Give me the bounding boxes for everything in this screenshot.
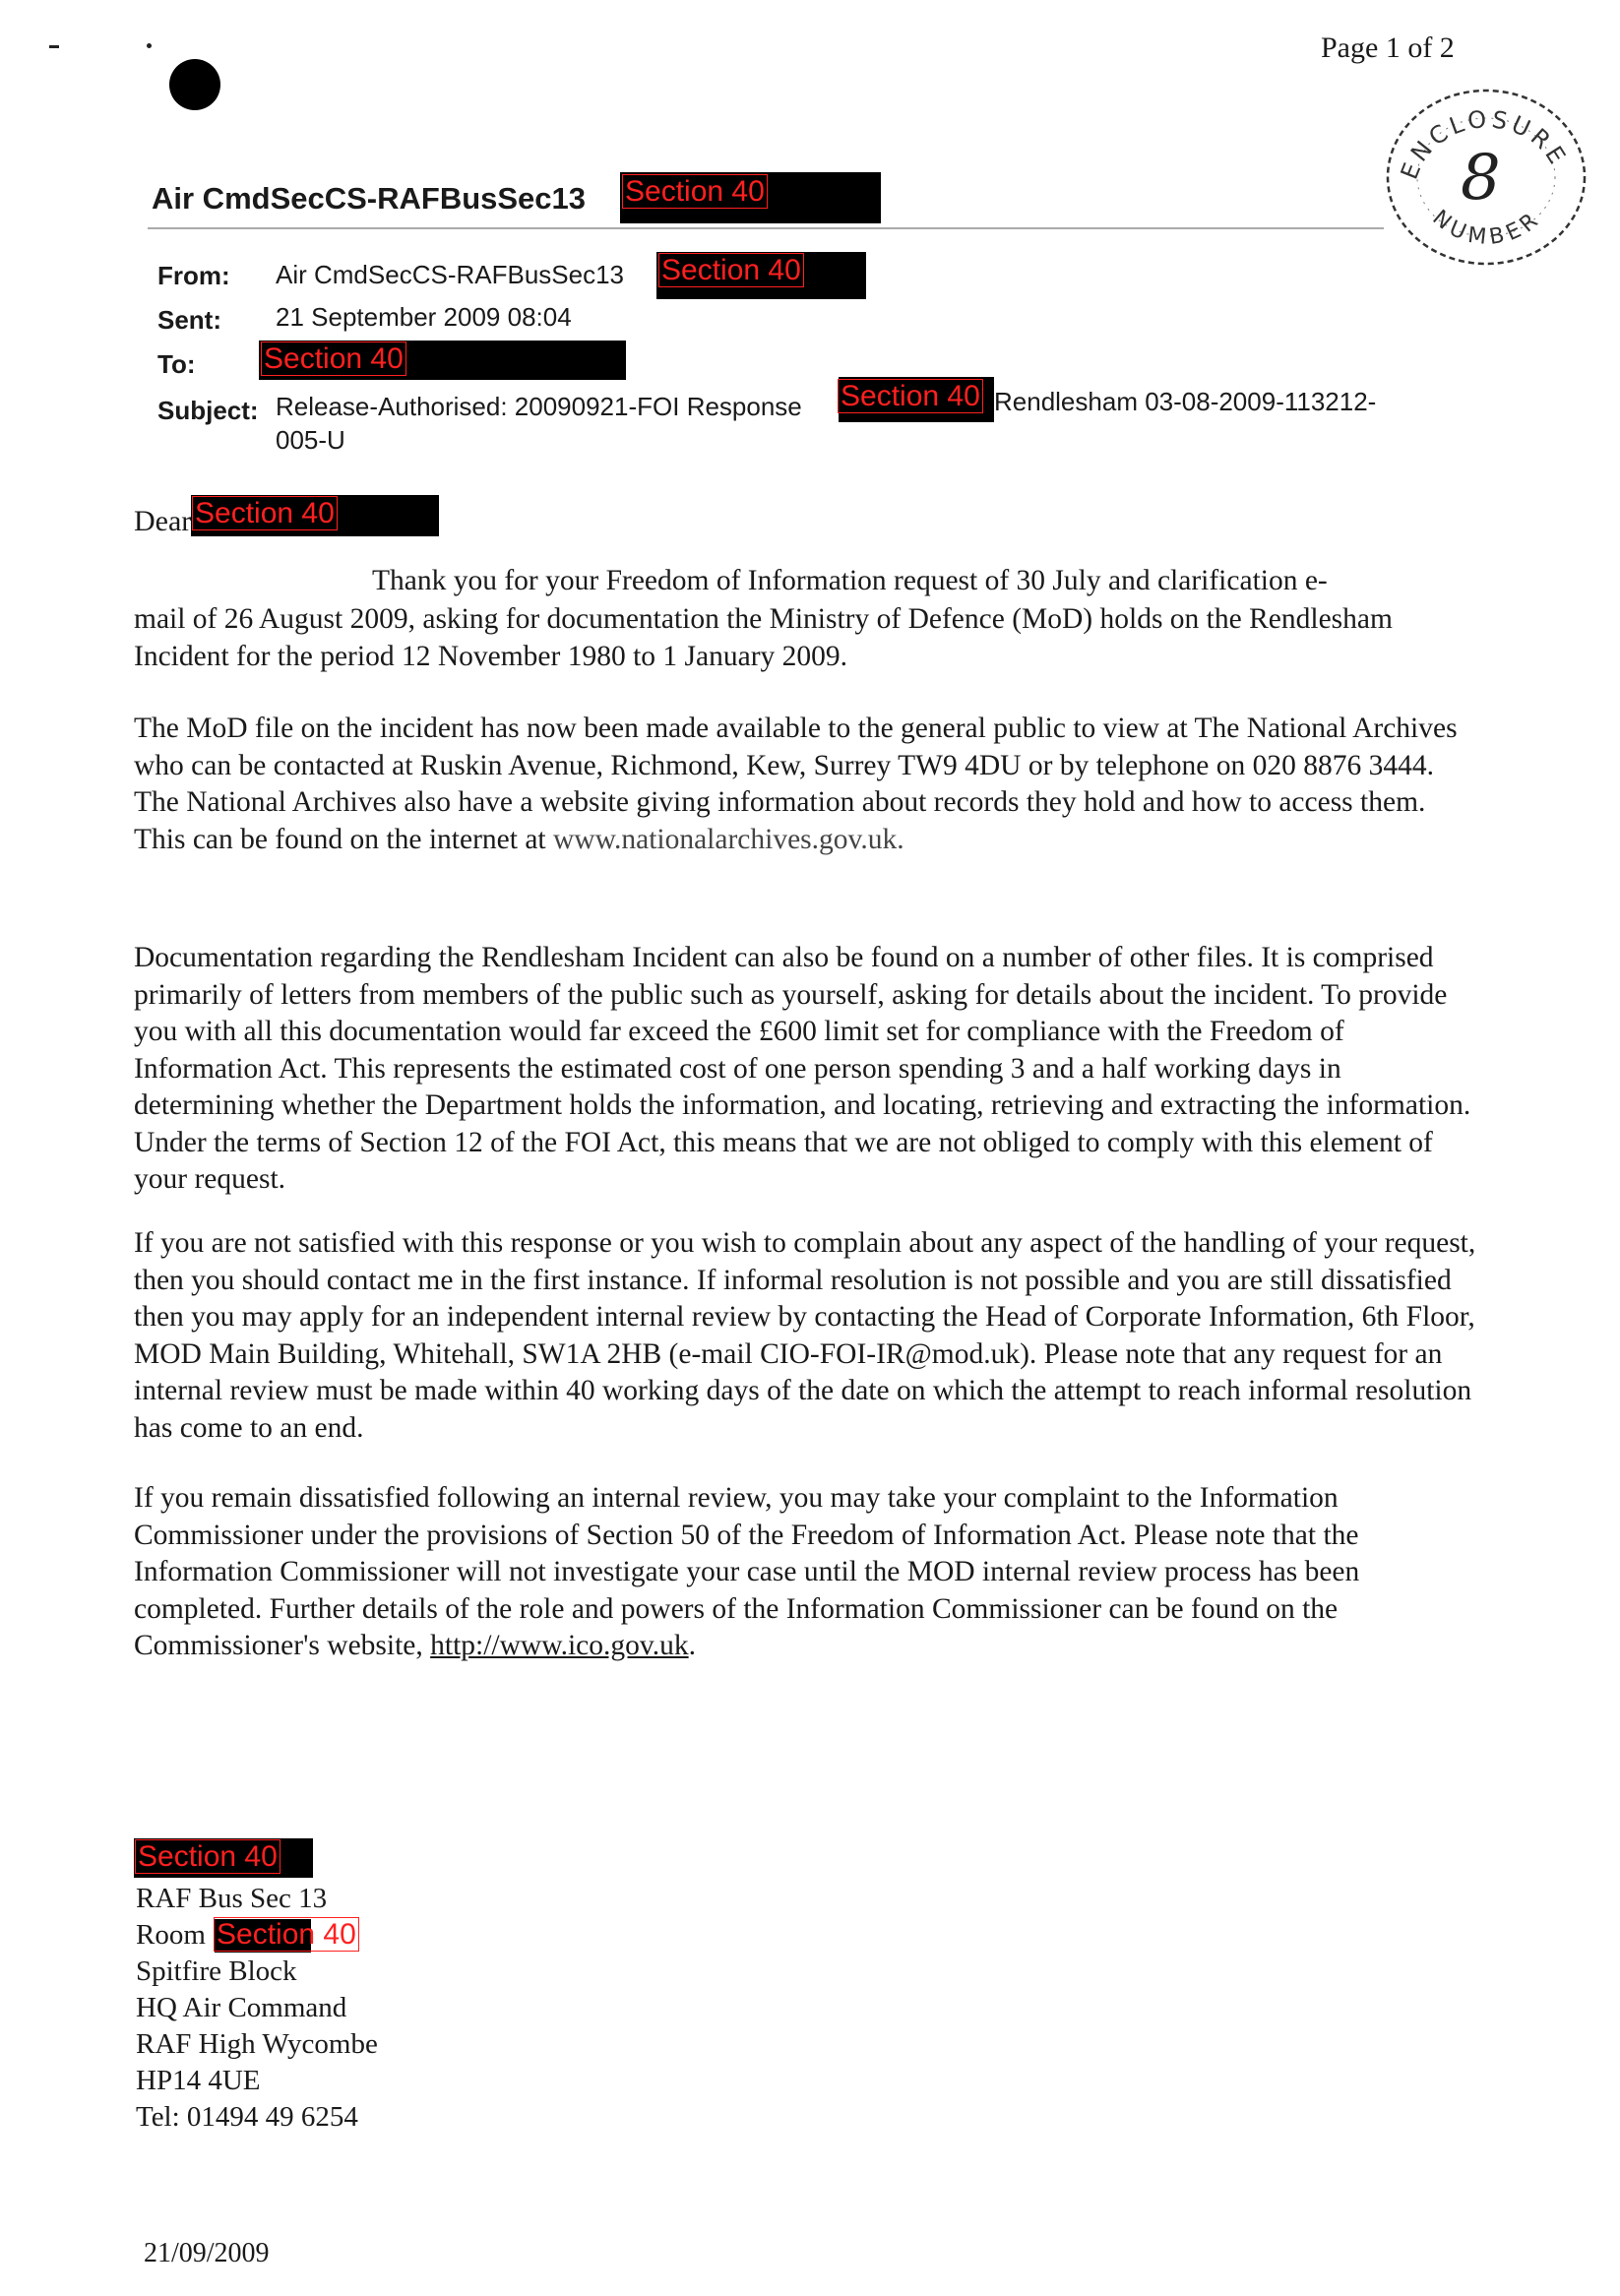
signature-line-5: RAF High Wycombe <box>136 2028 378 2060</box>
signature-line-7: Tel: 01494 49 6254 <box>136 2101 358 2133</box>
svg-text:ENCLOSURE: ENCLOSURE <box>1395 104 1574 184</box>
redaction-title <box>620 172 881 223</box>
subject-label: Subject: <box>157 396 259 425</box>
signature-line-3: Spitfire Block <box>136 1955 297 1987</box>
scan-mark <box>147 43 152 48</box>
email-title <box>152 181 586 217</box>
to-label: To: <box>157 349 196 379</box>
signature-line-4: HQ Air Command <box>136 1992 347 2023</box>
redaction-from <box>656 252 866 299</box>
subject-value-part2: Rendlesham 03-08-2009-113212- <box>994 387 1377 416</box>
signature-line-1: RAF Bus Sec 13 <box>136 1883 328 1914</box>
salutation: Dear <box>134 505 192 537</box>
national-archives-url: www.nationalarchives.gov.uk. <box>552 823 904 855</box>
redaction-label: Section 40 <box>625 175 765 208</box>
footer-date: 21/09/2009 <box>144 2238 270 2268</box>
redaction-label: Section 40 <box>138 1840 278 1873</box>
redaction-label: Section 40 <box>195 497 335 529</box>
from-label: From: <box>157 261 230 290</box>
svg-text:NUMBER: NUMBER <box>1427 205 1547 251</box>
email-title-text: Air CmdSecCS-RAFBusSec13 <box>152 181 587 216</box>
title-rule <box>148 227 1384 229</box>
redaction-subject <box>839 377 994 422</box>
ico-website-link[interactable]: http://www.ico.gov.uk <box>430 1630 689 1661</box>
paragraph-4: If you are not satisfied with this response or you wish to complain about any aspect of the handling of your request, then you should contact me in the first instance. If informal resolution is not possible and you are still dissatisfied then you may apply for an independent internal review by contacting the Head of Corporate Information, 6th Floor, MOD Main Building, Whitehall, SW1A 2HB (e-mail CIO-FOI-IR@mod.uk). Please note that any request for an internal review must be made within 40 working days of the date on which the attempt to reach informal resolution has come to an end. <box>134 1227 1476 1444</box>
from-value: Air CmdSecCS-RAFBusSec13 <box>276 260 624 289</box>
signature-line-6: HP14 4UE <box>136 2065 261 2096</box>
redaction-salutation <box>191 495 439 536</box>
redaction-room <box>215 1919 375 1953</box>
redaction-label: Section 40 <box>264 342 404 375</box>
paragraph-5 <box>134 1480 1482 1665</box>
redaction-signature-name <box>134 1838 313 1878</box>
subject-value-part3: 005-U <box>276 425 345 455</box>
scan-mark <box>49 45 59 48</box>
paragraph-3: Documentation regarding the Rendlesham Incident can also be found on a number of other files. It is comprised primarily of letters from members of the public such as yourself, asking for details about the incident. To provide you with all this documentation would far exceed the £600 limit set for compliance with the Freedom of Information Act. This represents the estimated cost of one person spending 3 and a half working days in determining whether the Department holds the information, and locating, retrieving and extracting the information. Under the terms of Section 12 of the FOI Act, this means that we are not obliged to comply with this element of your request. <box>134 942 1471 1195</box>
paragraph-1-line-1: Thank you for your Freedom of Information request of 30 July and clarification e- <box>372 565 1328 596</box>
sent-value: 21 September 2009 08:04 <box>276 302 572 332</box>
subject-value-part1: Release-Authorised: 20090921-FOI Response <box>276 392 802 421</box>
enclosure-stamp <box>1376 77 1602 283</box>
redaction-to <box>259 341 626 380</box>
redaction-label: Section 40 <box>841 380 980 412</box>
paragraph-1-rest: mail of 26 August 2009, asking for documentation the Ministry of Defence (MoD) holds on the Rendlesham Incident for the period 12 November 1980 to 1 January 2009. <box>134 603 1393 672</box>
paragraph-2 <box>134 711 1482 858</box>
page-number: Page 1 of 2 <box>1321 31 1455 64</box>
signature-room-label: Room <box>136 1919 206 1951</box>
enclosure-number: 8 <box>1461 142 1501 215</box>
redaction-label: Section 40 <box>217 1918 356 1951</box>
paragraph-5-end: . <box>688 1630 696 1661</box>
sent-label: Sent: <box>157 305 221 335</box>
paragraph-2-text: The MoD file on the incident has now been made available to the general public to view at The National Archives who can be contacted at Ruskin Avenue, Richmond, Kew, Surrey TW9 4DU or by telephone on 020 8876 3444. The National Archives also have a website giving information about records they hold and how to access them. This can be found on the internet at <box>134 713 1458 855</box>
hole-punch <box>169 59 220 110</box>
paragraph-5-text: If you remain dissatisfied following an internal review, you may take your complaint to the Information Commissioner under the provisions of Section 50 of the Freedom of Information Act. Please note that the Information Commissioner will not investigate your case until the MOD internal review process has been completed. Further details of the role and powers of the Information Commissioner can be found on the Commissioner's website, <box>134 1482 1360 1661</box>
redaction-label: Section 40 <box>661 254 801 286</box>
